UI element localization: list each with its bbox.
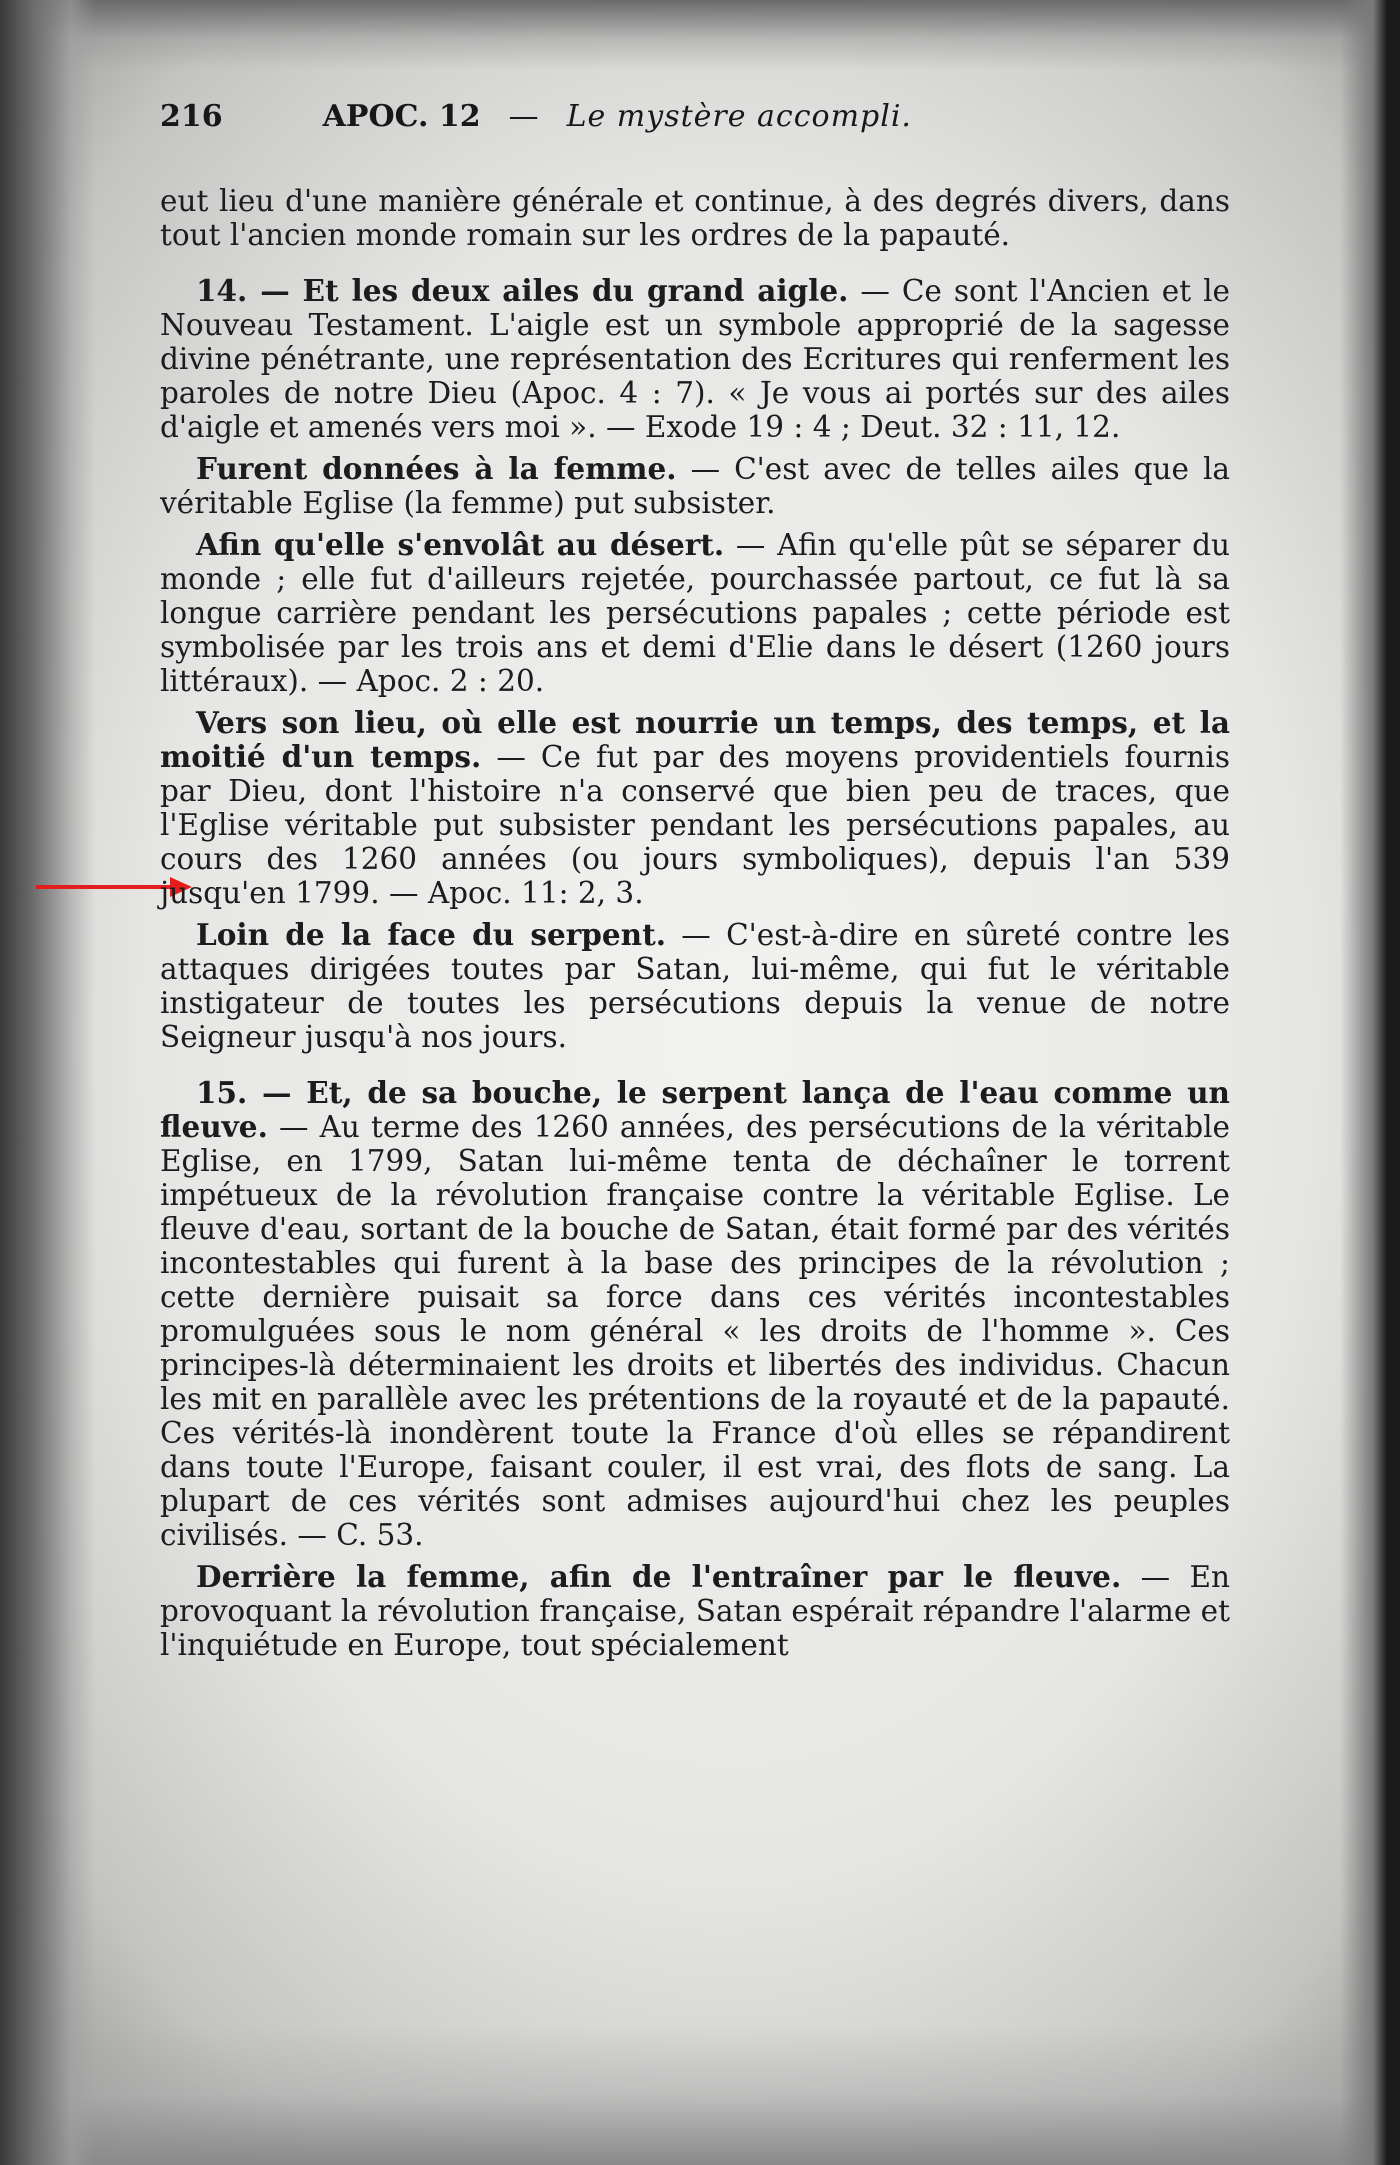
paragraph-text: — Ce sont l'Ancien et le Nouveau Testament. L'aigle est un symbole approprié de la sagesse divine pénétrante, une représentation des Ecritures qui renferment les paroles de notre Dieu (Apoc. 4 : 7). « Je vous ai portés sur des ailes d'aigle et amenés vers moi ». — Exode 19 : 4 ; Deut. 32 : 11, 12. [160,274,1230,444]
running-head [160,100,1230,156]
scan-shadow-bottom [0,2025,1400,2165]
paragraph-lemma: 15. — Et, de sa bouche, le serpent lança de l'eau comme un fleuve. [160,1075,1230,1144]
paragraph-serpent [160,918,1230,1054]
paragraph-text: — Ce fut par des moyens providentiels fournis par Dieu, dont l'histoire n'a conservé que bien peu de traces, que l'Eglise véritable put subsister pendant les persécutions papales, au cours des 1260 années (ou jours symboliques), depuis l'an 539 jusqu'en 1799. — Apoc. 11: 2, 3. [160,740,1230,910]
paragraph-lemma: Vers son lieu, où elle est nourrie un temps, des temps, et la moitié d'un temps. [160,705,1230,774]
scan-shadow-left [0,0,95,2165]
running-title: Le mystère accompli. [566,99,912,134]
paragraph-text: — En provoquant la révolution française, Satan espérait répandre l'alarme et l'inquiétude en Europe, tout spécialement [160,1560,1230,1662]
paragraph-lemma: Derrière la femme, afin de l'entraîner par le fleuve. [196,1559,1122,1594]
paragraph-lemma: Loin de la face du serpent. [196,917,666,952]
chapter-reference: APOC. 12 [322,99,481,134]
paragraph-lemma: 14. — Et les deux ailes du grand aigle. [196,273,849,308]
paragraph-lemma: Afin qu'elle s'envolât au désert. [196,527,725,562]
header-dash: — [508,99,539,134]
paragraph-verse-14 [160,274,1230,444]
scan-shadow-right [1340,0,1400,2165]
paragraph-text: eut lieu d'une manière générale et continue, à des degrés divers, dans tout l'ancien monde romain sur les ordres de la papauté. [160,184,1230,252]
paragraph-continuation [160,184,1230,252]
page-content [160,100,1230,1670]
paragraph-text: — C'est avec de telles ailes que la véritable Eglise (la femme) put subsister. [160,452,1230,520]
paragraph-lemma: Furent données à la femme. [196,451,677,486]
paragraph-desert [160,528,1230,698]
paragraph-text: — Au terme des 1260 années, des persécutions de la véritable Eglise, en 1799, Satan lui-même tenta de déchaîner le torrent impétueux de la révolution française contre la véritable Eglise. Le fleuve d'eau, sortant de la bouche de Satan, était formé par des vérités incontestables qui furent à la base des principes de la révolution ; cette dernière puisait sa force dans ces vérités incontestables promulguées sous le nom général « les droits de l'homme ». Ces principes-là déterminaient les droits et libertés des individus. Chacun les mit en parallèle avec les prétentions de la royauté et de la papauté. Ces vérités-là inondèrent toute la France d'où elles se répandirent dans toute l'Europe, faisant couler, il est vrai, des flots de sang. La plupart de ces vérités sont admises aujourd'hui chez les peuples civilisés. — C. 53. [160,1110,1230,1552]
paragraph-highlighted [160,706,1230,910]
paragraph-derriere [160,1560,1230,1662]
page-number: 216 [160,99,223,134]
paragraph-text: — Afin qu'elle pût se séparer du monde ; elle fut d'ailleurs rejetée, pourchassée partout, ce fut là sa longue carrière pendant les persécutions papales ; cette période est symbolisée par les trois ans et demi d'Elie dans le désert (1260 jours littéraux). — Apoc. 2 : 20. [160,528,1230,698]
paragraph-text: — C'est-à-dire en sûreté contre les attaques dirigées toutes par Satan, lui-même, qui fut le véritable instigateur de toutes les persécutions depuis la venue de notre Seigneur jusqu'à nos jours. [160,918,1230,1054]
paragraph-femme [160,452,1230,520]
scan-shadow-top [0,0,1400,70]
paragraph-verse-15 [160,1076,1230,1552]
